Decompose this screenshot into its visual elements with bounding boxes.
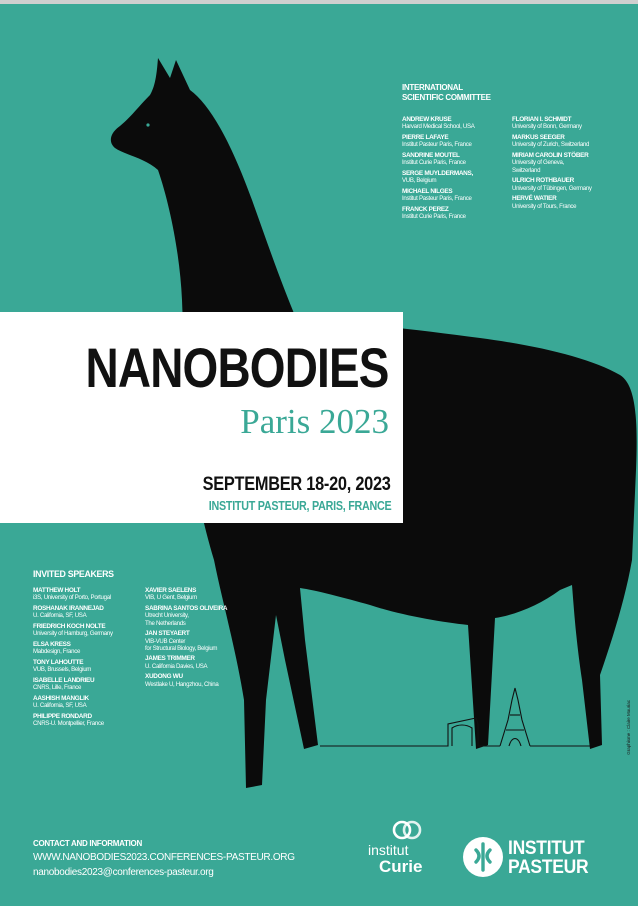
person-entry [33, 623, 148, 638]
person-entry [33, 587, 148, 602]
person-name: SERGE MUYLDERMANS, [402, 170, 473, 177]
person-affiliation: for Structural Biology, Belgium [145, 644, 218, 652]
person-name: AASHISH MANGLIK [33, 695, 89, 702]
person-entry [402, 188, 514, 203]
person-name: ROSHANAK IRANNEJAD [33, 605, 104, 612]
person-entry [145, 655, 270, 670]
person-affiliation: Switzerland [512, 166, 541, 174]
person-entry [33, 605, 148, 620]
person-entry [402, 206, 514, 221]
committee-column-1 [402, 116, 514, 224]
design-credit: Graphisme : Claire Mauriac [626, 700, 631, 755]
person-affiliation: Harvard Medical School, USA [402, 123, 475, 131]
person-name: TONY LAHOUTTE [33, 659, 84, 666]
committee-heading [402, 83, 542, 103]
curie-logo-line2: Curie [379, 857, 423, 876]
person-entry [33, 677, 148, 692]
person-name: ULRICH ROTHBAUER [512, 177, 574, 185]
pasteur-logo-line1: INSTITUT [508, 838, 585, 859]
person-name: XUDONG WU [145, 673, 183, 681]
committee-heading-line2: SCIENTIFIC COMMITTEE [402, 93, 491, 102]
contact-email-link[interactable]: nanobodies2023@conferences-pasteur.org [33, 867, 214, 878]
person-affiliation: Institut Curie Paris, France [402, 159, 466, 167]
person-affiliation: i3S, University of Porto, Portugal [33, 594, 111, 602]
event-subtitle: Paris 2023 [240, 402, 389, 441]
person-affiliation: University of Tours, France [512, 202, 577, 210]
person-entry [402, 116, 514, 131]
person-name: ISABELLE LANDRIEU [33, 677, 95, 684]
person-affiliation: U. California Davies, USA [145, 662, 208, 670]
person-entry [33, 695, 148, 710]
person-affiliation: U. California, SF, USA [33, 702, 87, 710]
person-name: MIRIAM CAROLIN STÖBER [512, 152, 589, 159]
person-affiliation: VIB-VUB Center [145, 637, 186, 645]
person-name: PHILIPPE RONDARD [33, 713, 92, 720]
person-affiliation: Utrecht University, [145, 612, 189, 620]
person-affiliation: VIB, U Gent, Belgium [145, 594, 197, 602]
person-entry [33, 641, 148, 656]
person-affiliation: University of Tübingen, Germany [512, 184, 592, 192]
person-name: SABRINA SANTOS OLIVEIRA [145, 605, 228, 612]
speakers-column-2 [145, 587, 270, 691]
person-affiliation: University of Bonn, Germany [512, 123, 582, 131]
person-entry [402, 152, 514, 167]
event-venue: INSTITUT PASTEUR, PARIS, FRANCE [208, 499, 391, 513]
person-entry [145, 605, 270, 627]
person-entry [33, 713, 148, 728]
person-affiliation: University of Zurich, Switzerland [512, 141, 590, 149]
contact-website-link[interactable]: WWW.NANOBODIES2023.CONFERENCES-PASTEUR.ORG [33, 852, 295, 863]
committee-column-2 [512, 116, 630, 213]
person-affiliation: Institut Curie Paris, France [402, 213, 466, 221]
person-affiliation: University of Hamburg, Germany [33, 630, 113, 638]
event-dates: SEPTEMBER 18-20, 2023 [202, 474, 391, 495]
person-name: FLORIAN I. SCHMIDT [512, 116, 572, 123]
curie-rings-icon [390, 818, 426, 842]
person-name: FRIEDRICH KOCH NOLTE [33, 623, 106, 630]
person-affiliation: CNRS-U. Montpellier, France [33, 720, 104, 728]
title-box [0, 312, 403, 523]
pasteur-logo-line2: PASTEUR [508, 857, 589, 878]
event-title: NANOBODIES [85, 336, 389, 399]
person-entry [512, 134, 630, 149]
person-name: MARKUS SEEGER [512, 134, 565, 141]
committee-heading-line1: INTERNATIONAL [402, 83, 463, 92]
person-entry [512, 152, 630, 174]
speakers-column-1 [33, 587, 148, 731]
contact-heading: CONTACT AND INFORMATION [33, 839, 142, 848]
person-name: JAN STEYAERT [145, 630, 190, 638]
person-name: FRANCK PEREZ [402, 206, 449, 213]
person-entry [402, 170, 514, 185]
person-entry [145, 587, 270, 602]
person-affiliation: Westlake U, Hangzhou, China [145, 680, 219, 688]
person-name: JAMES TRIMMER [145, 655, 195, 663]
person-name: XAVIER SAELENS [145, 587, 197, 594]
person-name: ELSA KRESS [33, 641, 71, 648]
person-affiliation: Institut Pasteur Paris, France [402, 141, 472, 149]
person-entry [33, 659, 148, 674]
person-name: MICHAEL NILGES [402, 188, 453, 195]
person-name: SANDRINE MOUTEL [402, 152, 460, 159]
person-affiliation: University of Geneva, [512, 159, 564, 167]
person-affiliation: Institut Pasteur Paris, France [402, 195, 472, 203]
person-name: MATTHEW HOLT [33, 587, 81, 594]
person-name: PIERRE LAFAYE [402, 134, 449, 141]
pasteur-emblem-icon [462, 836, 504, 878]
person-entry [512, 195, 630, 210]
person-name: ANDREW KRUSE [402, 116, 452, 123]
person-affiliation: U. California, SF, USA [33, 612, 87, 620]
person-affiliation: CNRS, Lille, France [33, 684, 82, 692]
person-entry [402, 134, 514, 149]
person-name: HERVÉ WATIER [512, 195, 557, 203]
person-entry [512, 116, 630, 131]
person-entry [145, 673, 270, 688]
person-entry [512, 177, 630, 192]
person-affiliation: Mabdesign, France [33, 648, 81, 656]
speakers-heading: INVITED SPEAKERS [33, 569, 114, 579]
curie-logo-line1: institut [368, 842, 409, 858]
person-entry [145, 630, 270, 652]
person-affiliation: VUB, Belgium [402, 177, 437, 185]
person-affiliation: VUB, Brussels, Belgium [33, 666, 92, 674]
person-affiliation: The Netherlands [145, 619, 186, 627]
